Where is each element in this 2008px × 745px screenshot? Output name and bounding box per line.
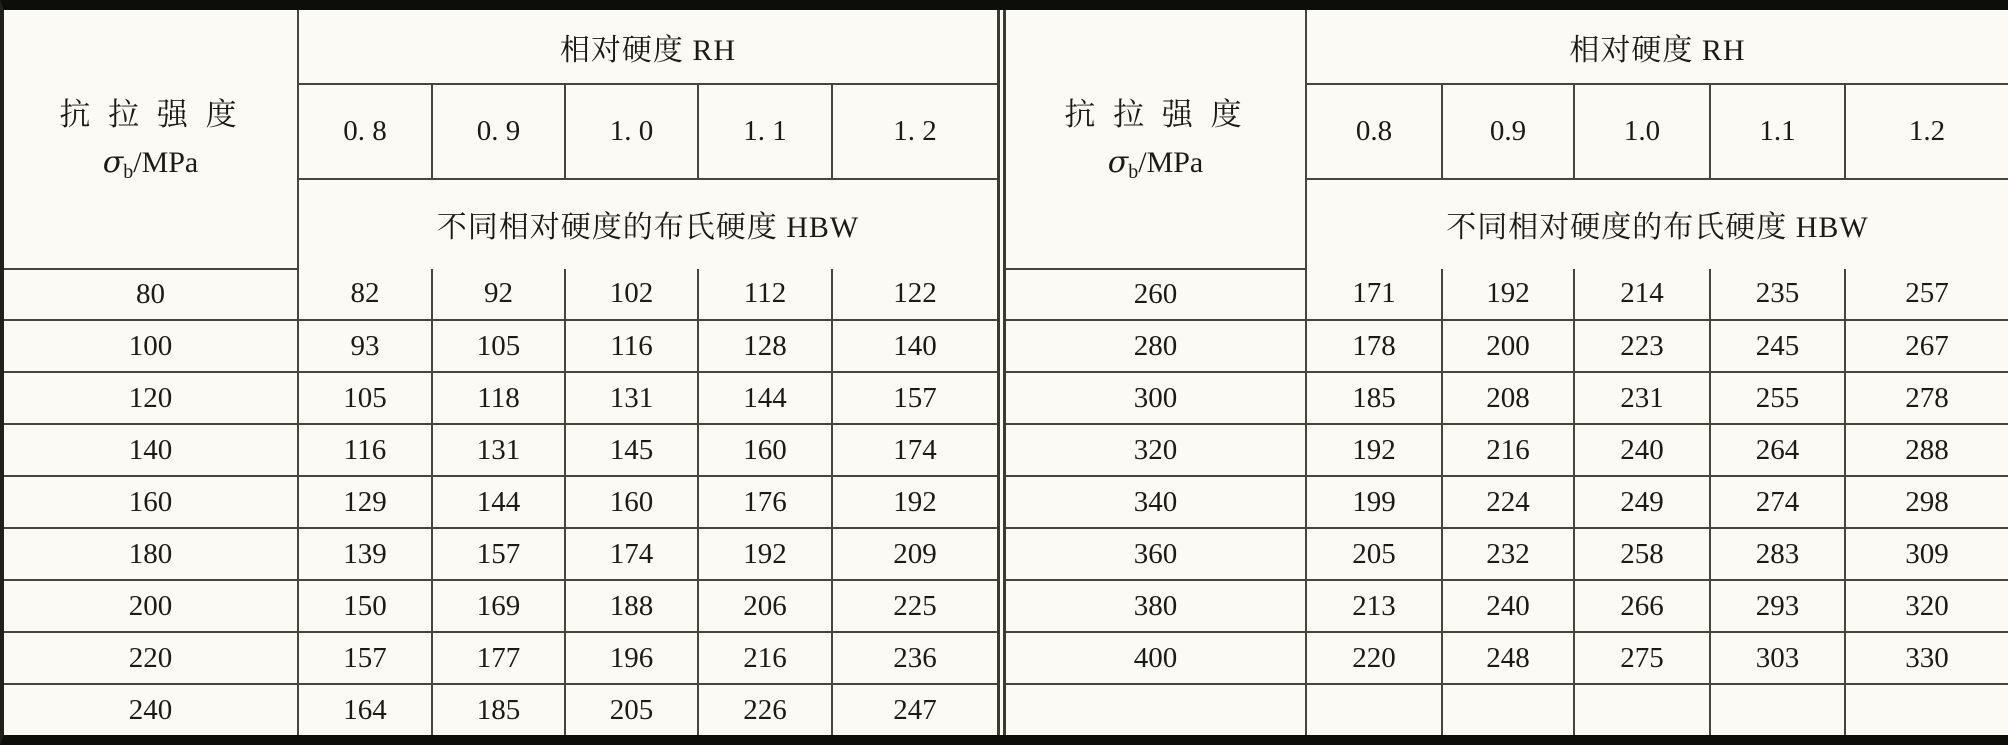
hbw-value-cell: 92 (432, 269, 565, 321)
hbw-value-cell: 224 (1442, 476, 1574, 528)
hbw-value-cell: 303 (1710, 632, 1845, 684)
hbw-value-cell: 274 (1710, 476, 1845, 528)
hbw-value-cell: 185 (432, 684, 565, 735)
hbw-value-cell: 139 (298, 528, 432, 580)
tensile-strength-value-cell: 320 (1006, 424, 1306, 476)
tensile-strength-value-cell: 120 (4, 372, 298, 424)
table-row (4, 372, 997, 424)
hbw-value-cell: 112 (698, 269, 832, 321)
table-row (1006, 269, 2008, 321)
hbw-value-cell: 82 (298, 269, 432, 321)
hbw-value-cell: 192 (1306, 424, 1442, 476)
hbw-value-cell: 226 (698, 684, 832, 735)
tensile-strength-value-cell: 100 (4, 320, 298, 372)
hbw-value-cell: 206 (698, 580, 832, 632)
hbw-value-cell: 298 (1845, 476, 2008, 528)
hbw-value-cell: 293 (1710, 580, 1845, 632)
table-row (1006, 580, 2008, 632)
hbw-value-cell: 144 (698, 372, 832, 424)
hbw-value-cell: 116 (565, 320, 698, 372)
tensile-strength-label: 抗 拉 强 度 (59, 97, 242, 133)
hbw-value-cell: 245 (1710, 320, 1845, 372)
tensile-strength-value-cell: 80 (4, 269, 298, 321)
hardness-table-left (4, 10, 997, 735)
table-row (1006, 684, 2008, 735)
tensile-strength-value-cell: 220 (4, 632, 298, 684)
right-table-body (1006, 269, 2008, 736)
hbw-value-cell: 105 (298, 372, 432, 424)
hbw-value-cell: 232 (1442, 528, 1574, 580)
hbw-value-cell: 185 (1306, 372, 1442, 424)
hbw-value-cell: 176 (698, 476, 832, 528)
hbw-value-cell: 145 (565, 424, 698, 476)
hbw-value-cell: 248 (1442, 632, 1574, 684)
table-row (4, 528, 997, 580)
hbw-value-cell: 214 (1574, 269, 1710, 321)
hbw-value-cell: 330 (1845, 632, 2008, 684)
tensile-strength-value-cell: 200 (4, 580, 298, 632)
hbw-value-cell: 131 (432, 424, 565, 476)
hbw-value-cell: 157 (832, 372, 997, 424)
mpa-unit: /MPa (133, 145, 199, 179)
hbw-value-cell: 266 (1574, 580, 1710, 632)
rh-value-cell: 0. 8 (298, 84, 432, 179)
table-row (1006, 320, 2008, 372)
hbw-value-cell: 255 (1710, 372, 1845, 424)
hbw-value-cell: 249 (1574, 476, 1710, 528)
table-row (4, 580, 997, 632)
hbw-value-cell: 205 (1306, 528, 1442, 580)
table-row (4, 269, 997, 321)
hbw-value-cell: 144 (432, 476, 565, 528)
tensile-strength-value-cell: 340 (1006, 476, 1306, 528)
hbw-value-cell: 216 (1442, 424, 1574, 476)
tensile-strength-header-cell (1006, 10, 1306, 269)
table-row (1006, 632, 2008, 684)
hbw-value-cell: 247 (832, 684, 997, 735)
hbw-value-cell: 118 (432, 372, 565, 424)
hbw-value-cell: 278 (1845, 372, 2008, 424)
hardness-table-right (1006, 10, 2008, 735)
hbw-value-cell: 223 (1574, 320, 1710, 372)
hbw-value-cell: 164 (298, 684, 432, 735)
rh-value-cell: 0.9 (1442, 84, 1574, 179)
hbw-value-cell: 283 (1710, 528, 1845, 580)
hbw-value-cell: 174 (565, 528, 698, 580)
table-row (1006, 424, 2008, 476)
hbw-value-cell: 257 (1845, 269, 2008, 321)
hbw-value-cell: 131 (565, 372, 698, 424)
hbw-value-cell: 177 (432, 632, 565, 684)
hbw-value-cell: 220 (1306, 632, 1442, 684)
sigma-b-mpa-label (4, 140, 297, 187)
hbw-value-cell: 309 (1845, 528, 2008, 580)
table-row (4, 320, 997, 372)
hbw-value-cell: 208 (1442, 372, 1574, 424)
sigma-subscript: b (123, 160, 134, 183)
relative-hardness-title-cell: 相对硬度 RH (1306, 10, 2008, 84)
tensile-strength-value-cell: 280 (1006, 320, 1306, 372)
hbw-value-cell: 122 (832, 269, 997, 321)
hbw-value-cell: 129 (298, 476, 432, 528)
hbw-value-cell: 275 (1574, 632, 1710, 684)
table-divider (997, 10, 1006, 735)
tensile-strength-value-cell: 240 (4, 684, 298, 735)
sigma-b-mpa-label (1006, 140, 1305, 187)
hbw-value-cell: 209 (832, 528, 997, 580)
hbw-value-cell: 288 (1845, 424, 2008, 476)
tensile-strength-label: 抗 拉 强 度 (1064, 97, 1247, 133)
hbw-value-cell: 267 (1845, 320, 2008, 372)
tensile-strength-value-cell: 380 (1006, 580, 1306, 632)
table-row (4, 632, 997, 684)
hbw-value-cell (1306, 684, 1442, 735)
tensile-strength-value-cell: 260 (1006, 269, 1306, 321)
hbw-value-cell: 196 (565, 632, 698, 684)
hbw-value-cell: 192 (698, 528, 832, 580)
hbw-value-cell: 192 (832, 476, 997, 528)
hbw-value-cell: 157 (298, 632, 432, 684)
hbw-value-cell: 231 (1574, 372, 1710, 424)
hbw-value-cell: 188 (565, 580, 698, 632)
hbw-value-cell: 160 (698, 424, 832, 476)
rh-value-cell: 1.1 (1710, 84, 1845, 179)
hbw-value-cell (1442, 684, 1574, 735)
sigma-symbol: σ (102, 144, 124, 180)
rh-value-cell: 1. 2 (832, 84, 997, 179)
hbw-title-cell: 不同相对硬度的布氏硬度 HBW (298, 179, 997, 268)
rh-value-cell: 1. 0 (565, 84, 698, 179)
hbw-value-cell: 320 (1845, 580, 2008, 632)
tensile-strength-value-cell: 160 (4, 476, 298, 528)
relative-hardness-title-cell: 相对硬度 RH (298, 10, 997, 84)
hbw-value-cell: 236 (832, 632, 997, 684)
hbw-value-cell: 160 (565, 476, 698, 528)
tensile-strength-header-cell (4, 10, 298, 269)
rh-value-cell: 0.8 (1306, 84, 1442, 179)
mpa-unit: /MPa (1138, 145, 1204, 179)
hbw-value-cell: 240 (1574, 424, 1710, 476)
hbw-value-cell: 102 (565, 269, 698, 321)
rh-value-cell: 1.0 (1574, 84, 1710, 179)
hbw-value-cell (1845, 684, 2008, 735)
hbw-value-cell: 157 (432, 528, 565, 580)
table-row (1006, 528, 2008, 580)
hbw-value-cell: 140 (832, 320, 997, 372)
sigma-subscript: b (1128, 160, 1139, 183)
hbw-value-cell: 216 (698, 632, 832, 684)
rh-value-cell: 1. 1 (698, 84, 832, 179)
hbw-value-cell: 105 (432, 320, 565, 372)
rh-value-cell: 0. 9 (432, 84, 565, 179)
hbw-value-cell: 174 (832, 424, 997, 476)
hbw-value-cell: 116 (298, 424, 432, 476)
header-row-rh (1006, 10, 2008, 84)
rh-value-cell: 1.2 (1845, 84, 2008, 179)
hbw-value-cell: 205 (565, 684, 698, 735)
hbw-value-cell: 93 (298, 320, 432, 372)
hbw-value-cell: 264 (1710, 424, 1845, 476)
tensile-strength-value-cell: 140 (4, 424, 298, 476)
hbw-value-cell: 200 (1442, 320, 1574, 372)
hbw-value-cell: 171 (1306, 269, 1442, 321)
tensile-strength-value-cell: 400 (1006, 632, 1306, 684)
hbw-value-cell: 128 (698, 320, 832, 372)
hbw-value-cell: 192 (1442, 269, 1574, 321)
table-row (4, 424, 997, 476)
sigma-symbol: σ (1107, 144, 1129, 180)
tensile-strength-value-cell: 180 (4, 528, 298, 580)
tensile-strength-value-cell: 300 (1006, 372, 1306, 424)
table-row (1006, 372, 2008, 424)
hbw-value-cell (1710, 684, 1845, 735)
hbw-value-cell: 235 (1710, 269, 1845, 321)
hbw-value-cell: 240 (1442, 580, 1574, 632)
tensile-strength-value-cell (1006, 684, 1306, 735)
hbw-value-cell: 199 (1306, 476, 1442, 528)
hbw-value-cell: 213 (1306, 580, 1442, 632)
tensile-strength-value-cell: 360 (1006, 528, 1306, 580)
hbw-value-cell: 178 (1306, 320, 1442, 372)
hbw-value-cell: 169 (432, 580, 565, 632)
table-row (4, 684, 997, 735)
hbw-value-cell: 225 (832, 580, 997, 632)
left-table-body (4, 269, 997, 736)
hbw-title-cell: 不同相对硬度的布氏硬度 HBW (1306, 179, 2008, 268)
hbw-value-cell (1574, 684, 1710, 735)
hbw-value-cell: 150 (298, 580, 432, 632)
table-row (1006, 476, 2008, 528)
hbw-value-cell: 258 (1574, 528, 1710, 580)
table-row (4, 476, 997, 528)
header-row-rh (4, 10, 997, 84)
